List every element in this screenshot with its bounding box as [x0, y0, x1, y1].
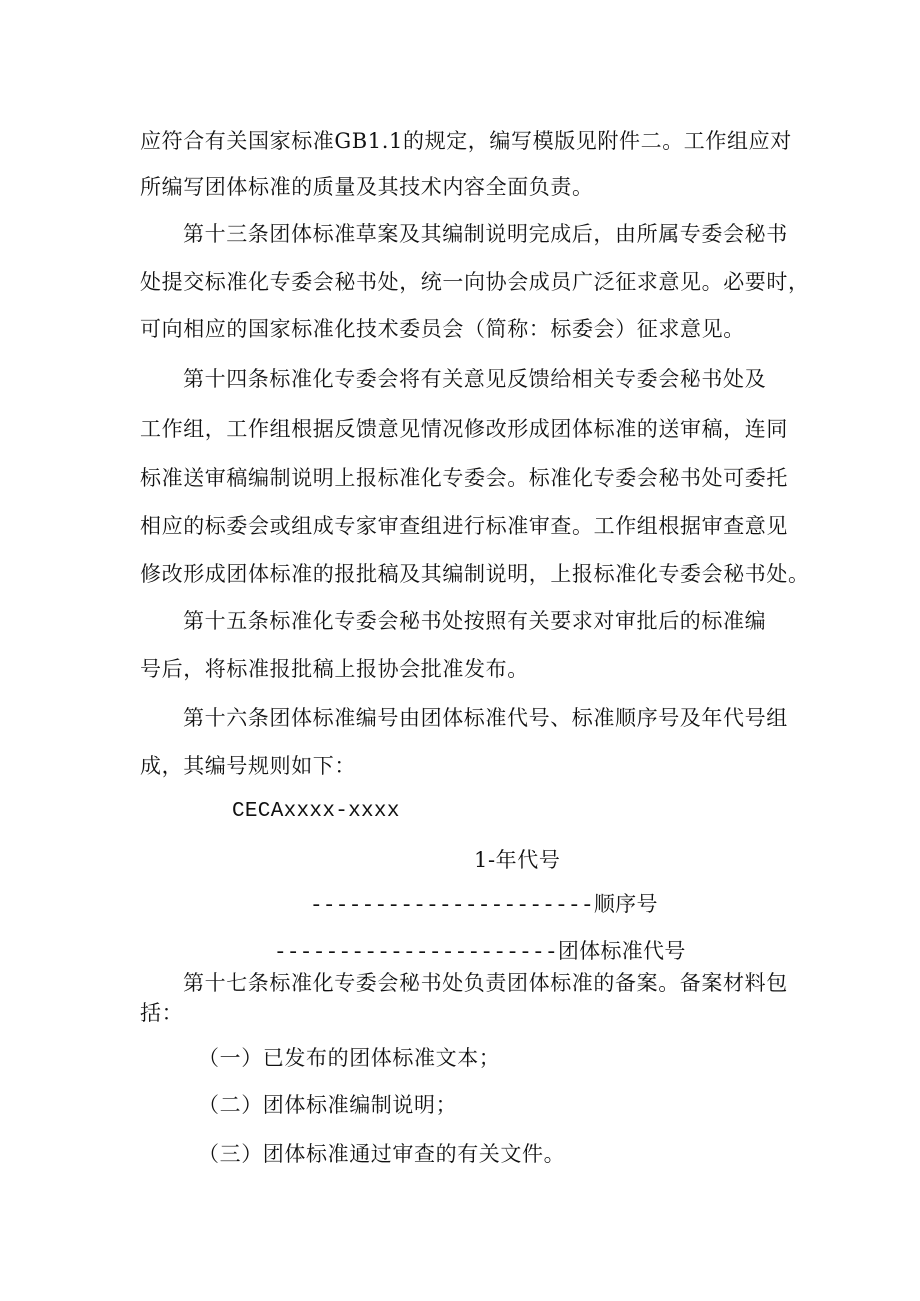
paragraph-line: 成，其编号规则如下：: [140, 754, 356, 778]
paragraph-line: 第十四条标准化专委会将有关意见反馈给相关专委会秘书处及: [183, 367, 767, 391]
paragraph-line: 第十七条标准化专委会秘书处负责团体标准的备案。备案材料包: [183, 971, 788, 995]
numbering-sequence-label: ----------------------顺序号: [310, 895, 658, 918]
list-item: （二）团体标准编制说明；: [198, 1093, 458, 1117]
paragraph-line: 处提交标准化专委会秘书处，统一向协会成员广泛征求意见。必要时，: [140, 270, 810, 294]
numbering-code-label: ----------------------团体标准代号: [274, 942, 686, 965]
paragraph-line: 应符合有关国家标准GB1.1的规定，编写模版见附件二。工作组应对: [140, 129, 792, 153]
paragraph-line: 号后，将标准报批稿上报协会批准发布。: [140, 657, 529, 681]
list-item: （一）已发布的团体标准文本；: [198, 1046, 501, 1070]
paragraph-line: 修改形成团体标准的报批稿及其编制说明，上报标准化专委会秘书处。: [140, 562, 810, 586]
paragraph-line: 括：: [140, 1001, 184, 1025]
paragraph-line: 标准送审稿编制说明上报标准化专委会。标准化专委会秘书处可委托: [140, 466, 788, 490]
paragraph-line: 相应的标委会或组成专家审查组进行标准审查。工作组根据审查意见: [140, 514, 788, 538]
paragraph-line: 可向相应的国家标准化技术委员会（简称：标委会）征求意见。: [140, 317, 745, 341]
paragraph-line: 第十六条团体标准编号由团体标准代号、标准顺序号及年代号组: [183, 706, 788, 730]
paragraph-line: 第十五条标准化专委会秘书处按照有关要求对审批后的标准编: [183, 609, 767, 633]
paragraph-line: 第十三条团体标准草案及其编制说明完成后，由所属专委会秘书: [183, 222, 788, 246]
paragraph-line: 所编写团体标准的质量及其技术内容全面负责。: [140, 175, 594, 199]
paragraph-line: 工作组，工作组根据反馈意见情况修改形成团体标准的送审稿，连同: [140, 417, 788, 441]
numbering-format: CECAxxxx-xxxx: [232, 800, 400, 823]
numbering-year-label: 1-年代号: [474, 848, 561, 872]
list-item: （三）团体标准通过审查的有关文件。: [198, 1142, 566, 1166]
